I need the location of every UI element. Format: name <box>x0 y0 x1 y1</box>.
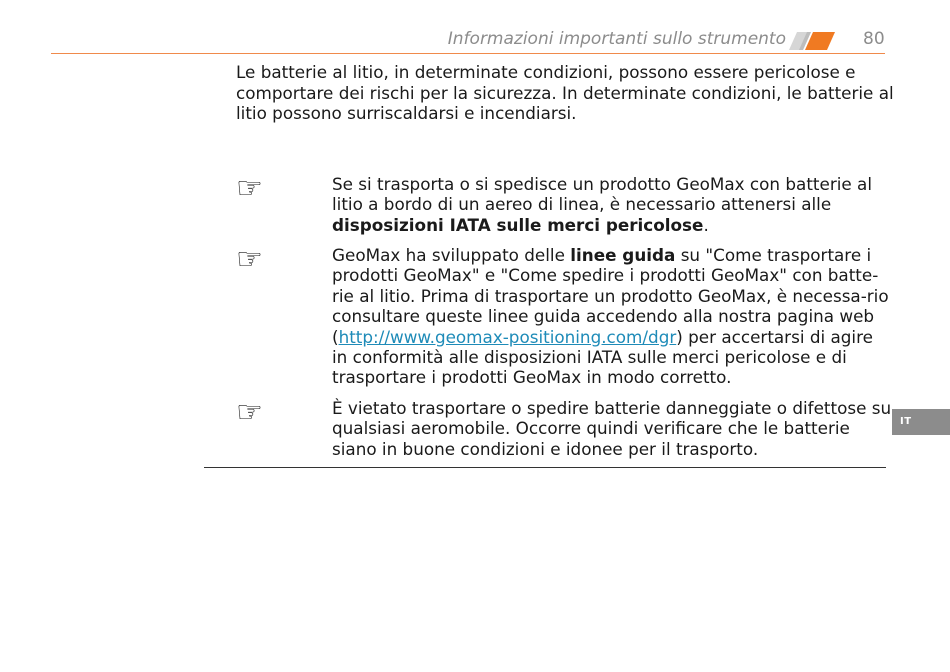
header-stripe-mark <box>789 32 835 50</box>
pointing-hand-icon: ☞ <box>236 242 263 277</box>
note-text: Se si trasporta o si spedisce un prodotto GeoMax con batterie al litio a bordo di un aereo di linea, è necessario attenersi alle disposizioni IATA sulle merci pericolose. <box>332 174 872 235</box>
pointing-hand-icon: ☞ <box>236 171 263 206</box>
page-number: 80 <box>863 29 885 49</box>
intro-paragraph: Le batterie al litio, in determinate condizioni, possono essere pericolose e comportare dei rischi per la sicurezza. In determinate condizioni, le batterie al litio possono surriscaldarsi e incendiarsi. <box>236 62 894 124</box>
note-text: È vietato trasportare o spedire batterie danneggiate o difettose su qualsiasi aeromobile. Occorre quindi verificare che le batterie siano in buone condizioni e idonee per il trasporto. <box>332 398 892 459</box>
note-text: GeoMax ha sviluppato delle linee guida su "Come trasportare i prodotti GeoMax" e "Come spedire i prodotti GeoMax" con batte-rie al litio. Prima di trasportare un prodotto GeoMax, è necessa-rio consultare queste linee guida accedendo alla nostra pagina web (http://www.geomax-positioning.com/dgr) per accertarsi di agire in conformità alle disposizioni IATA sulle merci pericolose e di trasportare i prodotti GeoMax in modo corretto. <box>332 245 889 388</box>
section-end-divider <box>204 467 886 468</box>
header-divider <box>51 53 885 54</box>
dgr-guidelines-link[interactable]: http://www.geomax-positioning.com/dgr <box>338 326 677 347</box>
note-bold-term: disposizioni IATA sulle merci pericolose <box>332 214 704 235</box>
note-bold-term: linee guida <box>570 245 676 265</box>
language-tab: IT <box>892 409 950 435</box>
pointing-hand-icon: ☞ <box>236 395 263 430</box>
running-header-title: Informazioni importanti sullo strumento <box>447 29 786 49</box>
